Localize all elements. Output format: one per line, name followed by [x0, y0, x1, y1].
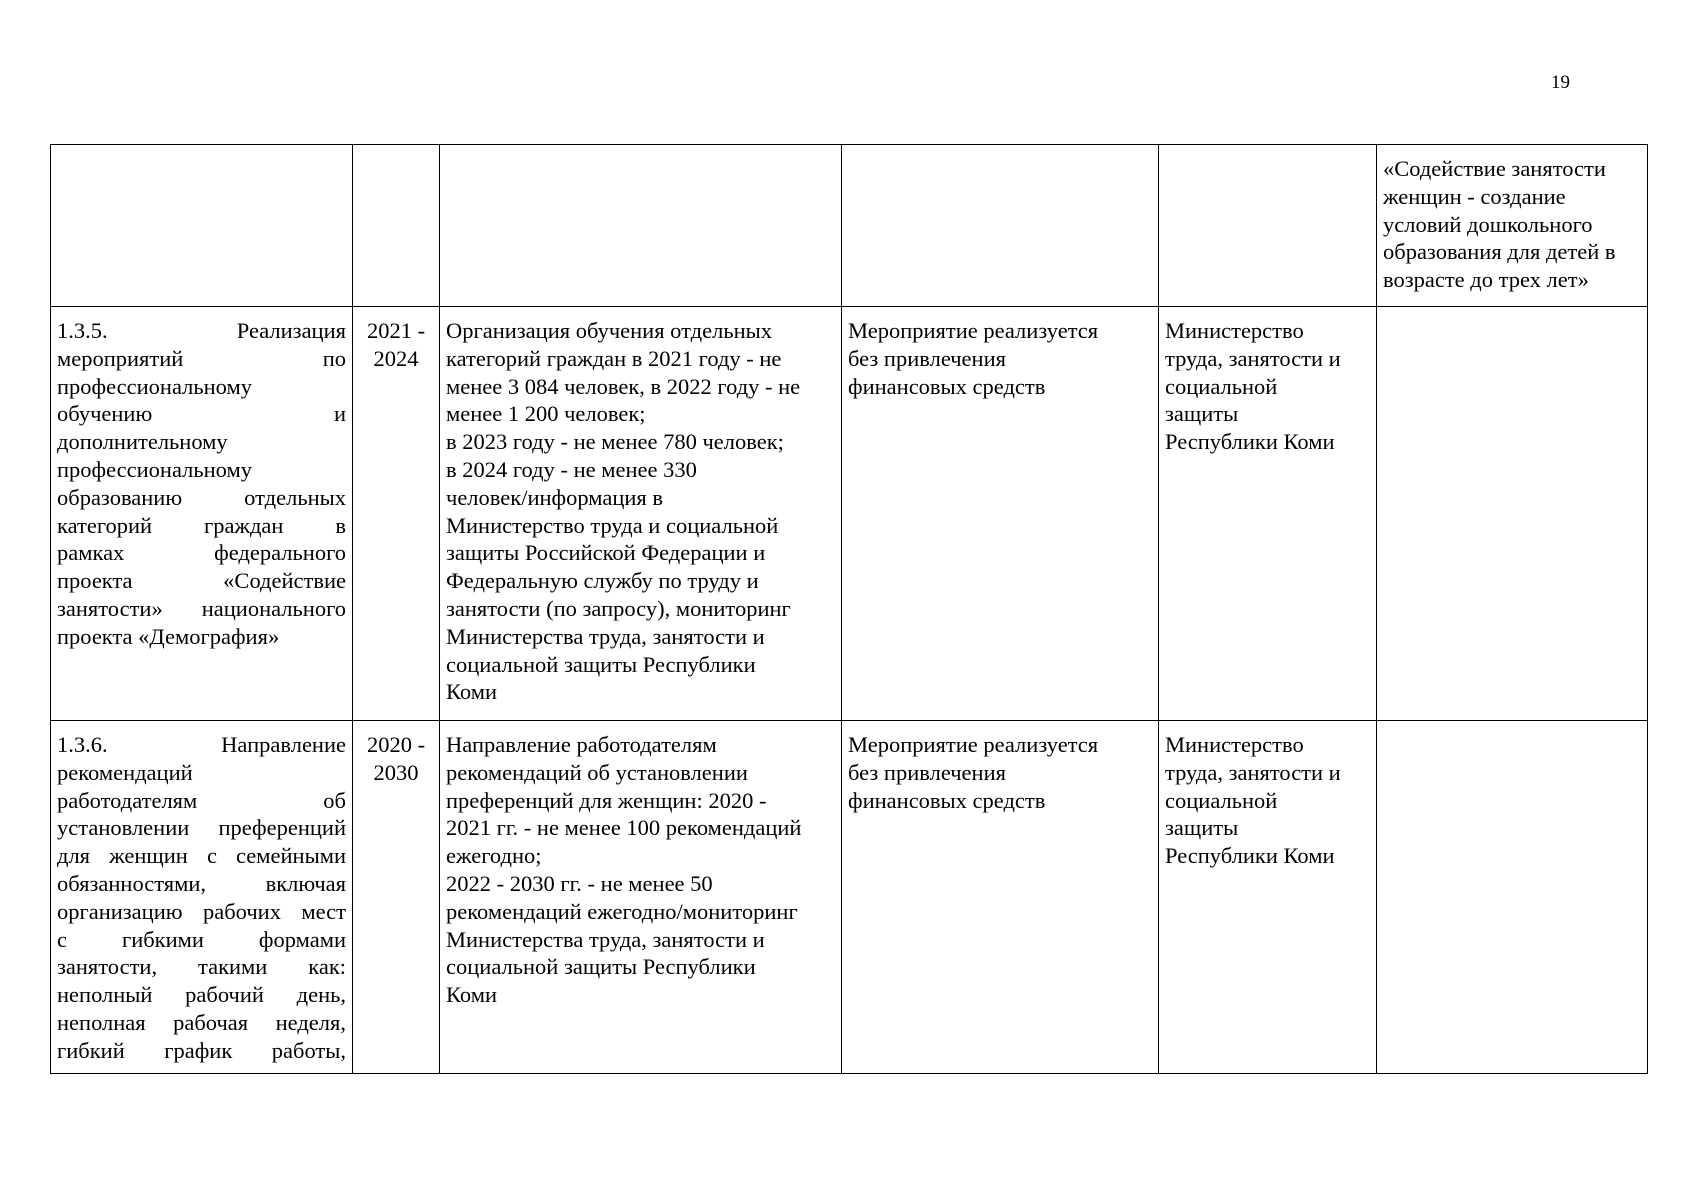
cell-text-line: в 2023 году - не менее 780 человек;: [446, 429, 784, 455]
note-cell: [1377, 145, 1648, 307]
cell-text-line: неполный рабочий день,: [57, 982, 346, 1008]
cell-text-line: человек/информация в: [446, 484, 664, 510]
cell-text-line: женщин - создание: [1383, 183, 1566, 209]
cell-text-line: Республики Коми: [1165, 843, 1335, 869]
financing-cell: [842, 145, 1159, 307]
measures-table: [50, 144, 1648, 1074]
financing-cell: [842, 307, 1159, 721]
cell-text-line: 1.3.5. Реализация: [57, 318, 346, 343]
executor-cell: [1159, 145, 1377, 307]
cell-text-line: работодателям об: [57, 787, 346, 813]
cell-text-line: менее 1 200 человек;: [446, 401, 646, 427]
executor-cell: [1159, 721, 1377, 1074]
cell-text-line: категорий граждан в: [57, 512, 346, 538]
cell-text-line: образования для детей в: [1383, 239, 1616, 265]
cell-text-line: защиты: [1165, 815, 1239, 841]
note-cell: [1377, 721, 1648, 1074]
cell-text-line: обучению и: [57, 401, 346, 427]
cell-text-line: неполная рабочая неделя,: [57, 1009, 346, 1035]
cell-text-line: профессиональному: [57, 373, 252, 399]
cell-text-line: Федеральную службу по труду и: [446, 568, 759, 594]
cell-text-line: 2020 -: [366, 732, 426, 757]
cell-text-line: Коми: [446, 679, 497, 705]
cell-text-line: Направление работодателям: [446, 732, 717, 757]
cell-text-line: без привлечения: [848, 345, 1006, 371]
cell-text-line: рекомендаций об установлении: [446, 759, 748, 785]
cell-text-line: Организация обучения отдельных: [446, 318, 772, 343]
cell-text-line: 2024: [373, 345, 419, 371]
cell-text-line: обязанностями, включая: [57, 870, 346, 896]
cell-text-line: Министерства труда, занятости и: [446, 623, 765, 649]
cell-text-line: 1.3.6. Направление: [57, 732, 346, 757]
cell-text-line: для женщин с семейными: [57, 843, 346, 869]
cell-text-line: социальной: [1165, 787, 1278, 813]
cell-text-line: Республики Коми: [1165, 429, 1335, 455]
indicator-cell: [440, 307, 842, 721]
cell-text-line: проекта «Демография»: [57, 623, 280, 649]
cell-text-line: 2021 гг. - не менее 100 рекомендаций: [446, 815, 802, 841]
cell-text-line: занятости, такими как:: [57, 954, 346, 980]
cell-text-line: ежегодно;: [446, 843, 542, 869]
cell-text-line: финансовых средств: [848, 373, 1046, 399]
measure-cell: [51, 721, 353, 1074]
indicator-cell: [440, 145, 842, 307]
page-number: 19: [1551, 72, 1570, 93]
cell-text-line: в 2024 году - не менее 330: [446, 456, 697, 482]
cell-text-line: 2021 -: [366, 318, 426, 343]
cell-text-line: Министерство: [1165, 732, 1304, 757]
period-cell: [353, 145, 440, 307]
cell-text-line: Мероприятие реализуется: [848, 318, 1099, 343]
table-row: [51, 145, 1648, 307]
cell-text-line: образованию отдельных: [57, 484, 346, 510]
indicator-cell: [440, 721, 842, 1074]
cell-text-line: занятости» национального: [57, 595, 346, 621]
cell-text-line: «Содействие занятости: [1383, 156, 1606, 181]
cell-text-line: занятости (по запросу), мониторинг: [446, 595, 791, 621]
cell-text-line: условий дошкольного: [1383, 211, 1593, 237]
cell-text-line: организацию рабочих мест: [57, 898, 346, 924]
cell-text-line: мероприятий по: [57, 345, 346, 371]
cell-text-line: социальной защиты Республики: [446, 651, 756, 677]
table-row: [51, 721, 1648, 1074]
cell-text-line: с гибкими формами: [57, 926, 346, 952]
cell-text-line: категорий граждан в 2021 году - не: [446, 345, 782, 371]
cell-text-line: рамках федерального: [57, 540, 346, 566]
cell-text-line: установлении преференций: [57, 815, 346, 841]
cell-text-line: проекта «Содействие: [57, 568, 346, 594]
cell-text-line: защиты: [1165, 401, 1239, 427]
cell-text-line: Министерства труда, занятости и: [446, 926, 765, 952]
cell-text-line: социальной: [1165, 373, 1278, 399]
cell-text-line: преференций для женщин: 2020 -: [446, 787, 767, 813]
cell-text-line: Мероприятие реализуется: [848, 732, 1099, 757]
cell-text-line: 2030: [373, 759, 419, 785]
measure-cell: [51, 145, 353, 307]
cell-text-line: менее 3 084 человек, в 2022 году - не: [446, 373, 801, 399]
note-cell: [1377, 307, 1648, 721]
cell-text-line: финансовых средств: [848, 787, 1046, 813]
cell-text-line: Министерство труда и социальной: [446, 512, 779, 538]
cell-text-line: труда, занятости и: [1165, 345, 1341, 371]
cell-text-line: социальной защиты Республики: [446, 954, 756, 980]
cell-text-line: дополнительному: [57, 429, 228, 455]
measure-cell: [51, 307, 353, 721]
cell-text-line: гибкий график работы,: [57, 1037, 346, 1063]
cell-text-line: Коми: [446, 982, 497, 1008]
cell-text-line: профессиональному: [57, 456, 252, 482]
cell-text-line: защиты Российской Федерации и: [446, 540, 766, 566]
cell-text-line: 2022 - 2030 гг. - не менее 50: [446, 870, 713, 896]
financing-cell: [842, 721, 1159, 1074]
cell-text-line: труда, занятости и: [1165, 759, 1341, 785]
period-cell: [353, 307, 440, 721]
cell-text-line: Министерство: [1165, 318, 1304, 343]
period-cell: [353, 721, 440, 1074]
cell-text-line: возрасте до трех лет»: [1383, 267, 1589, 293]
cell-text-line: рекомендаций ежегодно/мониторинг: [446, 898, 798, 924]
table-row: [51, 307, 1648, 721]
cell-text-line: без привлечения: [848, 759, 1006, 785]
cell-text-line: рекомендаций: [57, 759, 193, 785]
executor-cell: [1159, 307, 1377, 721]
